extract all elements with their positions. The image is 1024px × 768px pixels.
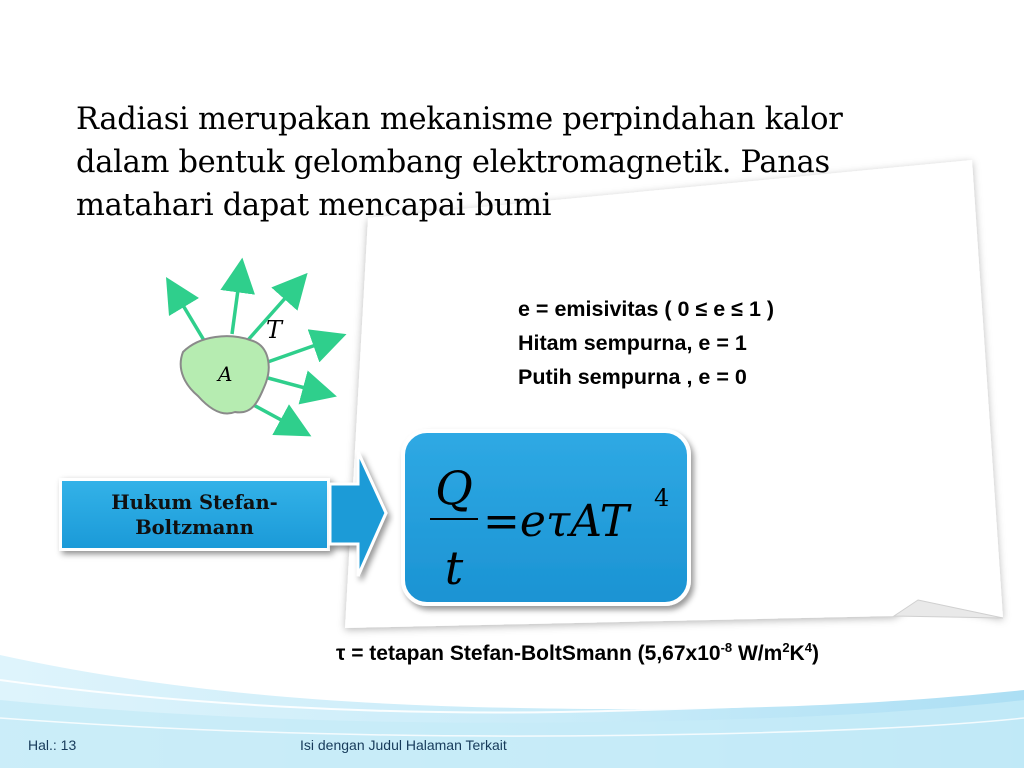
label-temperature: T	[266, 316, 283, 344]
law-label-line-2: Boltzmann	[135, 515, 254, 539]
stefan-constant	[336, 640, 819, 666]
intro-line-2: dalam bentuk gelombang elektromagnetik. Panas	[76, 145, 830, 180]
tau-exp-1: -8	[720, 640, 733, 655]
tau-text: = tetapan Stefan-BoltSmann (5,67x10	[345, 642, 721, 665]
black-body-note: Hitam sempurna, e = 1	[518, 331, 747, 355]
formula-rhs: =eτAT	[483, 496, 629, 547]
tau-unit-1: W/m	[732, 642, 783, 665]
label-area: A	[218, 362, 233, 386]
tau-symbol: τ	[336, 642, 346, 665]
emissivity-range: e = emisivitas ( 0 ≤ e ≤ 1 )	[518, 297, 775, 321]
formula-denominator: t	[444, 541, 464, 595]
law-label-line-1: Hukum Stefan-	[111, 490, 278, 514]
tau-exp-3: 4	[804, 640, 812, 655]
page-number: Hal.: 13	[28, 737, 77, 753]
arrow-right-icon	[330, 452, 386, 576]
intro-line-3: matahari dapat mencapai bumi	[76, 188, 552, 223]
white-body-note: Putih sempurna , e = 0	[518, 365, 747, 389]
formula-numerator: Q	[435, 461, 473, 515]
formula-exponent: 4	[654, 484, 670, 512]
footer-title: Isi dengan Judul Halaman Terkait	[300, 737, 507, 753]
tau-unit-2: K	[789, 642, 805, 665]
tau-exp-2: 2	[782, 640, 790, 655]
intro-line-1: Radiasi merupakan mekanisme perpindahan kalor	[76, 102, 843, 137]
tau-close: )	[811, 642, 819, 665]
